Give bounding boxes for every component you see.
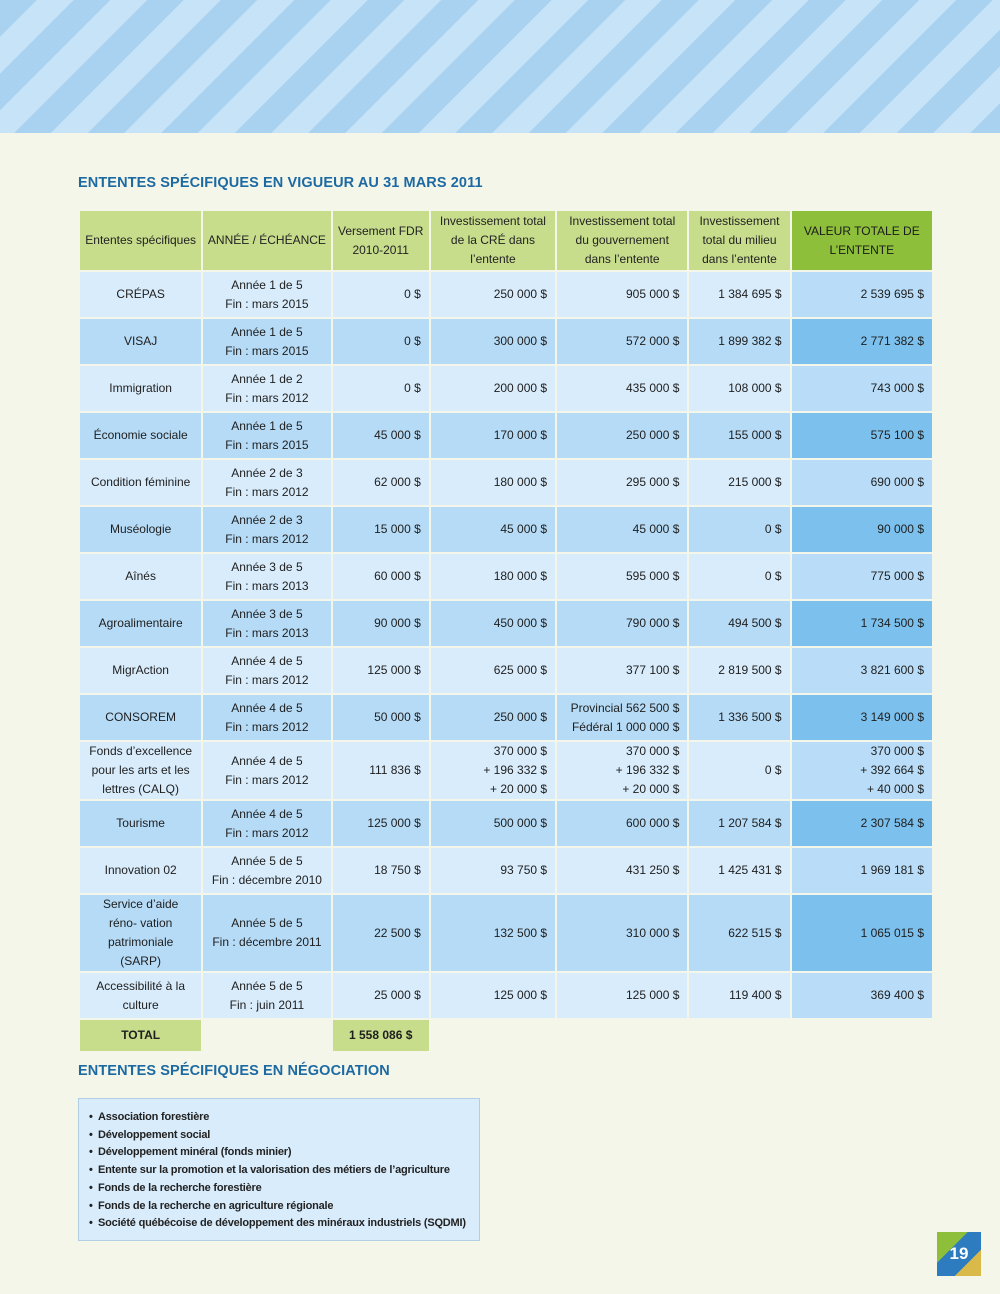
total-fdr-value: 1 558 086 $ — [333, 1020, 429, 1051]
total-value: 1 969 181 $ — [860, 863, 924, 877]
cell-community-investment: 1 425 431 $ — [689, 848, 789, 893]
table-row — [80, 648, 932, 693]
cell-government-investment — [557, 366, 687, 411]
cell-year — [203, 648, 330, 693]
cell-year — [203, 366, 330, 411]
cell-agreement-name: Muséologie — [80, 507, 201, 552]
table-row — [80, 695, 932, 740]
cell-total-value — [792, 648, 932, 693]
header-year: ANNÉE / ÉCHÉANCE — [203, 211, 330, 270]
cell-cre-investment — [431, 695, 555, 740]
cell-government-investment — [557, 272, 687, 317]
year-line: Année 1 de 5 — [231, 418, 303, 433]
header-cre-investment: Investissement total de la CRÉ dans l’entente — [431, 211, 555, 270]
cre-value: 250 000 $ — [493, 710, 548, 724]
government-value: + 20 000 $ — [622, 782, 680, 796]
total-value: 1 734 500 $ — [860, 616, 924, 630]
cell-agreement-name: CRÉPAS — [80, 272, 201, 317]
table-row — [80, 507, 932, 552]
list-item: • Développement social — [89, 1127, 469, 1145]
deadline-line: Fin : mars 2012 — [225, 719, 309, 734]
cell-fdr: 125 000 $ — [333, 801, 429, 846]
government-value: 905 000 $ — [625, 287, 680, 301]
list-item: • Fonds de la recherche forestière — [89, 1180, 469, 1198]
cell-agreement-name: Économie sociale — [80, 413, 201, 458]
cre-value: 625 000 $ — [493, 663, 548, 677]
table-row — [80, 801, 932, 846]
deadline-line: Fin : mars 2012 — [225, 672, 309, 687]
government-value: + 196 332 $ — [615, 763, 680, 777]
cell-community-investment: 0 $ — [689, 554, 789, 599]
cell-cre-investment — [431, 973, 555, 1018]
total-value: 369 400 $ — [870, 988, 924, 1002]
cell-agreement-name: Innovation 02 — [80, 848, 201, 893]
cell-government-investment — [557, 319, 687, 364]
table-row — [80, 895, 932, 971]
cell-fdr: 50 000 $ — [333, 695, 429, 740]
cell-community-investment: 1 207 584 $ — [689, 801, 789, 846]
table-row — [80, 413, 932, 458]
cre-value: 93 750 $ — [500, 863, 548, 877]
government-value: Provincial 562 500 $ — [570, 700, 680, 715]
header-government-investment: Investissement total du gouvernement dans l’entente — [557, 211, 687, 270]
year-line: Année 5 de 5 — [231, 978, 303, 993]
cell-year — [203, 554, 330, 599]
cell-fdr: 0 $ — [333, 272, 429, 317]
cell-fdr: 111 836 $ — [333, 742, 429, 799]
total-blank-cell — [689, 1020, 789, 1051]
cell-fdr: 90 000 $ — [333, 601, 429, 646]
cell-agreement-name: VISAJ — [80, 319, 201, 364]
cre-value: 250 000 $ — [493, 287, 548, 301]
government-value: 310 000 $ — [625, 925, 680, 940]
government-value: 295 000 $ — [625, 475, 680, 489]
cell-government-investment — [557, 742, 687, 799]
cell-year — [203, 895, 330, 971]
cell-government-investment — [557, 973, 687, 1018]
table-total-row — [80, 1020, 932, 1051]
cell-agreement-name: Aînés — [80, 554, 201, 599]
cell-cre-investment — [431, 848, 555, 893]
cell-agreement-name: CONSOREM — [80, 695, 201, 740]
cell-community-investment: 1 384 695 $ — [689, 272, 789, 317]
cell-government-investment — [557, 601, 687, 646]
cre-value: 180 000 $ — [493, 569, 548, 583]
total-value: 2 307 584 $ — [860, 816, 924, 830]
cell-community-investment: 155 000 $ — [689, 413, 789, 458]
total-label: TOTAL — [80, 1020, 201, 1051]
cre-value: 170 000 $ — [493, 428, 548, 442]
cell-cre-investment — [431, 648, 555, 693]
cell-cre-investment — [431, 413, 555, 458]
government-value: 250 000 $ — [625, 428, 680, 442]
government-value: 435 000 $ — [625, 381, 680, 395]
cell-year — [203, 272, 330, 317]
cell-fdr: 18 750 $ — [333, 848, 429, 893]
total-blank-cell — [203, 1020, 330, 1051]
negotiation-list-box — [78, 1098, 480, 1241]
cell-government-investment — [557, 695, 687, 740]
cell-government-investment — [557, 648, 687, 693]
deadline-line: Fin : mars 2012 — [225, 772, 309, 787]
list-item: • Entente sur la promotion et la valorisation des métiers de l’agriculture — [89, 1162, 469, 1180]
cell-year — [203, 848, 330, 893]
header-agreement: Ententes spécifiques — [80, 211, 201, 270]
cell-government-investment — [557, 801, 687, 846]
total-value: 1 065 015 $ — [860, 925, 924, 940]
cell-community-investment: 108 000 $ — [689, 366, 789, 411]
cell-government-investment — [557, 554, 687, 599]
cell-community-investment: 215 000 $ — [689, 460, 789, 505]
cre-value: 370 000 $ — [493, 744, 548, 758]
total-value: 690 000 $ — [870, 475, 924, 489]
cell-total-value — [792, 319, 932, 364]
cell-fdr: 0 $ — [333, 366, 429, 411]
cell-year — [203, 973, 330, 1018]
header-community-investment: Investissement total du milieu dans l’entente — [689, 211, 789, 270]
cell-total-value — [792, 460, 932, 505]
cell-cre-investment — [431, 895, 555, 971]
total-value: 3 821 600 $ — [860, 663, 924, 677]
cre-value: 500 000 $ — [493, 816, 548, 830]
year-line: Année 5 de 5 — [231, 916, 303, 930]
cell-community-investment: 0 $ — [689, 507, 789, 552]
cre-value: 132 500 $ — [493, 925, 548, 940]
cell-year — [203, 460, 330, 505]
deadline-line: Fin : décembre 2011 — [212, 935, 322, 949]
cell-total-value — [792, 272, 932, 317]
cre-value: 45 000 $ — [500, 522, 548, 536]
cell-year — [203, 801, 330, 846]
cell-year — [203, 319, 330, 364]
year-line: Année 2 de 3 — [231, 465, 303, 480]
year-line: Année 4 de 5 — [231, 700, 303, 715]
cell-government-investment — [557, 507, 687, 552]
cell-government-investment — [557, 848, 687, 893]
total-value: 775 000 $ — [870, 569, 924, 583]
cell-cre-investment — [431, 460, 555, 505]
total-value: 370 000 $ — [870, 744, 924, 758]
table-row — [80, 554, 932, 599]
total-value: 90 000 $ — [877, 522, 924, 536]
cell-year — [203, 695, 330, 740]
cell-year — [203, 507, 330, 552]
list-item: • Société québécoise de développement des minéraux industriels (SQDMI) — [89, 1215, 469, 1233]
cell-cre-investment — [431, 601, 555, 646]
deadline-line: Fin : mars 2012 — [225, 531, 309, 546]
cell-community-investment: 1 899 382 $ — [689, 319, 789, 364]
year-line: Année 4 de 5 — [231, 753, 303, 768]
government-value: 790 000 $ — [625, 616, 680, 630]
cell-agreement-name: Accessibilité à la culture — [80, 973, 201, 1018]
cell-agreement-name: Fonds d’excellence pour les arts et les lettres (CALQ) — [80, 742, 201, 799]
deadline-line: Fin : mars 2015 — [225, 437, 309, 452]
table-row — [80, 848, 932, 893]
total-value: 743 000 $ — [870, 381, 924, 395]
cell-cre-investment — [431, 366, 555, 411]
cell-cre-investment — [431, 801, 555, 846]
cell-fdr: 22 500 $ — [333, 895, 429, 971]
cell-agreement-name: MigrAction — [80, 648, 201, 693]
cell-community-investment: 119 400 $ — [689, 973, 789, 1018]
deadline-line: Fin : mars 2015 — [225, 296, 309, 311]
cell-total-value — [792, 895, 932, 971]
cell-agreement-name: Condition féminine — [80, 460, 201, 505]
cell-cre-investment — [431, 554, 555, 599]
cell-total-value — [792, 507, 932, 552]
cell-year — [203, 413, 330, 458]
total-blank-cell — [431, 1020, 555, 1051]
year-line: Année 3 de 5 — [231, 559, 303, 574]
year-line: Année 4 de 5 — [231, 653, 303, 668]
cell-year — [203, 601, 330, 646]
cell-government-investment — [557, 895, 687, 971]
cell-fdr: 125 000 $ — [333, 648, 429, 693]
cell-fdr: 15 000 $ — [333, 507, 429, 552]
year-line: Année 5 de 5 — [231, 853, 303, 868]
cell-cre-investment — [431, 742, 555, 799]
cell-fdr: 62 000 $ — [333, 460, 429, 505]
deadline-line: Fin : mars 2013 — [225, 625, 309, 640]
cell-total-value — [792, 695, 932, 740]
list-item: • Association forestière — [89, 1109, 469, 1127]
deadline-line: Fin : juin 2011 — [229, 997, 305, 1012]
year-line: Année 3 de 5 — [231, 606, 303, 621]
government-value: 600 000 $ — [625, 816, 680, 830]
cell-total-value — [792, 973, 932, 1018]
cell-fdr: 0 $ — [333, 319, 429, 364]
deadline-line: Fin : mars 2012 — [225, 390, 309, 405]
list-item: • Fonds de la recherche en agriculture régionale — [89, 1198, 469, 1216]
cell-total-value — [792, 413, 932, 458]
cell-community-investment: 494 500 $ — [689, 601, 789, 646]
deadline-line: Fin : mars 2012 — [225, 484, 309, 499]
cell-agreement-name: Immigration — [80, 366, 201, 411]
government-value: 431 250 $ — [625, 863, 680, 877]
year-line: Année 1 de 5 — [231, 277, 303, 292]
deadline-line: Fin : décembre 2010 — [211, 872, 322, 887]
year-line: Année 1 de 2 — [231, 371, 303, 386]
cell-total-value — [792, 601, 932, 646]
total-value: 2 539 695 $ — [860, 287, 924, 301]
cell-government-investment — [557, 460, 687, 505]
cell-fdr: 25 000 $ — [333, 973, 429, 1018]
total-blank-cell — [792, 1020, 932, 1051]
government-value: 370 000 $ — [625, 744, 680, 758]
total-value: 3 149 000 $ — [860, 710, 924, 724]
total-value: + 40 000 $ — [866, 782, 924, 796]
government-value: Fédéral 1 000 000 $ — [571, 719, 680, 734]
cre-value: + 196 332 $ — [483, 763, 548, 777]
cell-cre-investment — [431, 272, 555, 317]
table-row — [80, 601, 932, 646]
cell-cre-investment — [431, 319, 555, 364]
cell-agreement-name: Service d’aide réno- vation patrimoniale (SARP) — [80, 895, 201, 971]
cell-total-value — [792, 554, 932, 599]
cell-agreement-name: Tourisme — [80, 801, 201, 846]
table-row — [80, 366, 932, 411]
table-row — [80, 742, 932, 799]
government-value: 595 000 $ — [625, 569, 680, 583]
cell-total-value — [792, 366, 932, 411]
cre-value: + 20 000 $ — [490, 782, 548, 796]
table-row — [80, 973, 932, 1018]
section-title-negotiation: ENTENTES SPÉCIFIQUES EN NÉGOCIATION — [78, 1063, 390, 1079]
cre-value: 180 000 $ — [493, 475, 548, 489]
decorative-striped-banner — [0, 0, 1000, 133]
cell-community-investment: 0 $ — [689, 742, 789, 799]
cell-community-investment: 1 336 500 $ — [689, 695, 789, 740]
cell-total-value — [792, 848, 932, 893]
list-item: • Développement minéral (fonds minier) — [89, 1144, 469, 1162]
total-blank-cell — [557, 1020, 687, 1051]
table-row — [80, 319, 932, 364]
page-number-badge: 19 — [937, 1232, 981, 1276]
deadline-line: Fin : mars 2013 — [225, 578, 309, 593]
table-row — [80, 460, 932, 505]
year-line: Année 4 de 5 — [231, 806, 303, 821]
section-title-current-agreements: ENTENTES SPÉCIFIQUES EN VIGUEUR AU 31 MARS 2011 — [78, 175, 483, 191]
cell-fdr: 60 000 $ — [333, 554, 429, 599]
deadline-line: Fin : mars 2015 — [225, 343, 309, 358]
cell-cre-investment — [431, 507, 555, 552]
government-value: 572 000 $ — [625, 334, 680, 348]
cell-community-investment: 2 819 500 $ — [689, 648, 789, 693]
government-value: 125 000 $ — [625, 988, 680, 1002]
cre-value: 300 000 $ — [493, 334, 548, 348]
cell-total-value — [792, 801, 932, 846]
year-line: Année 1 de 5 — [231, 324, 303, 339]
cre-value: 125 000 $ — [493, 988, 548, 1002]
cre-value: 200 000 $ — [493, 381, 548, 395]
header-total-value: VALEUR TOTALE DE L’ENTENTE — [792, 211, 932, 270]
header-fdr: Versement FDR 2010-2011 — [333, 211, 429, 270]
total-value: 2 771 382 $ — [860, 334, 924, 348]
cell-total-value — [792, 742, 932, 799]
table-header-row — [80, 211, 932, 270]
total-value: + 392 664 $ — [860, 763, 924, 777]
cell-community-investment: 622 515 $ — [689, 895, 789, 971]
cell-year — [203, 742, 330, 799]
cre-value: 450 000 $ — [493, 616, 548, 630]
cell-agreement-name: Agroalimentaire — [80, 601, 201, 646]
deadline-line: Fin : mars 2012 — [225, 825, 309, 840]
negotiation-list — [89, 1109, 469, 1233]
total-value: 575 100 $ — [870, 428, 924, 442]
cell-fdr: 45 000 $ — [333, 413, 429, 458]
government-value: 377 100 $ — [625, 663, 680, 677]
year-line: Année 2 de 3 — [231, 512, 303, 527]
agreements-table — [78, 209, 934, 1053]
cell-government-investment — [557, 413, 687, 458]
government-value: 45 000 $ — [632, 522, 680, 536]
table-row — [80, 272, 932, 317]
